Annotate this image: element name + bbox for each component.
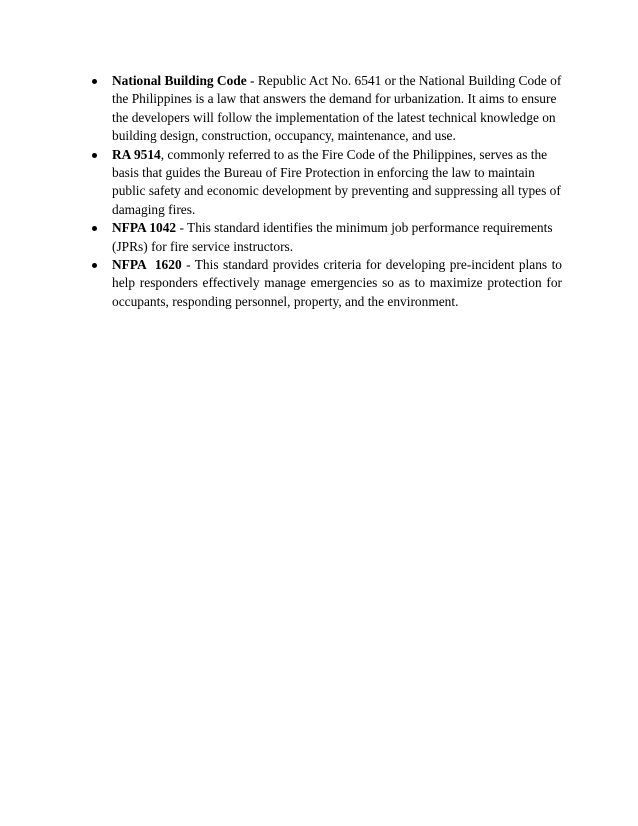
list-item-nfpa-1042 — [0, 219, 638, 256]
item-term: RA 9514 — [112, 146, 161, 162]
item-text: , commonly referred to as the Fire Code of the Philippines, serves as the basis that guides the Bureau of Fire Protection in enforcing the law to maintain public safety and economic development by preventing and suppressing all types of damaging fires. — [112, 146, 561, 217]
item-text: - Republic Act No. 6541 or the National Building Code of the Philippines is a law that answers the demand for urbanization. It aims to ensure the developers will follow the implementation of the latest technical knowledge on building design, construction, occupancy, maintenance, and use. — [112, 73, 562, 144]
item-text: - This standard provides criteria for developing pre-incident plans to help responders effectively manage emergencies so as to maximize protection for occupants, responding personnel, property, and the environment. — [112, 257, 562, 309]
bullet-dot-icon — [92, 153, 97, 158]
standards-bullet-list — [0, 72, 638, 311]
item-term: National Building Code — [112, 73, 247, 88]
list-item-national-building-code — [0, 72, 638, 146]
item-term: NFPA 1042 — [112, 220, 177, 236]
list-item-nfpa-1620 — [0, 256, 638, 311]
bullet-dot-icon — [92, 79, 97, 84]
bullet-dot-icon — [92, 226, 97, 231]
bullet-dot-icon — [92, 263, 97, 268]
list-item-ra-9514 — [0, 146, 638, 220]
item-text: - This standard identifies the minimum job performance requirements (JPRs) for fire service instructors. — [112, 220, 553, 254]
item-term: NFPA 1620 — [112, 257, 182, 273]
